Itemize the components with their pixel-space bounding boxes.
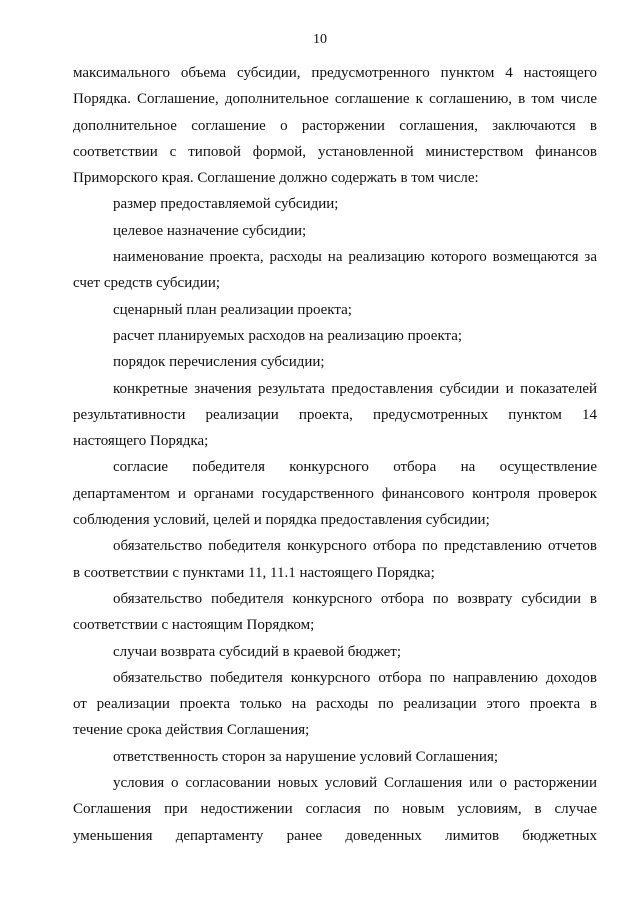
- text-line: счет средств субсидии;: [73, 275, 221, 292]
- text-line: результативности реализации проекта, предусмотренных пунктом 14: [73, 406, 597, 423]
- body-text: [73, 60, 597, 849]
- text-line: соблюдения условий, целей и порядка предоставления субсидии;: [73, 512, 490, 529]
- text-line: настоящего Порядка;: [73, 433, 209, 450]
- text-line: наименование проекта, расходы на реализацию которого возмещаются за: [113, 249, 597, 266]
- text-line: Приморского края. Соглашение должно содержать в том числе:: [73, 170, 479, 187]
- text-line: ответственность сторон за нарушение условий Соглашения;: [113, 748, 499, 765]
- text-line: целевое назначение субсидии;: [113, 222, 307, 239]
- text-line: максимального объема субсидии, предусмотренного пунктом 4 настоящего: [73, 65, 597, 81]
- text-line: соответствии с настоящим Порядком;: [73, 617, 315, 634]
- text-line: департаментом и органами государственного финансового контроля проверок: [73, 485, 597, 502]
- text-line: Порядка. Соглашение, дополнительное соглашение к соглашению, в том числе: [73, 91, 597, 108]
- text-line: обязательство победителя конкурсного отбора по представлению отчетов: [113, 538, 597, 555]
- text-line: Соглашения при недостижении согласия по новым условиям, в случае: [73, 801, 597, 818]
- text-line: в соответствии с пунктами 11, 11.1 настоящего Порядка;: [73, 564, 435, 581]
- text-line: конкретные значения результата предоставления субсидии и показателей: [113, 380, 597, 397]
- text-line: расчет планируемых расходов на реализацию проекта;: [113, 327, 463, 344]
- text-line: уменьшения департаменту ранее доведенных лимитов бюджетных: [73, 827, 597, 844]
- text-line: соответствии с типовой формой, установленной министерством финансов: [73, 143, 597, 160]
- text-line: согласие победителя конкурсного отбора на осуществление: [113, 459, 597, 476]
- text-line: сценарный план реализации проекта;: [113, 301, 352, 318]
- text-line: условия о согласовании новых условий Соглашения или о расторжении: [113, 775, 597, 792]
- text-line: обязательство победителя конкурсного отбора по направлению доходов: [113, 669, 597, 686]
- text-line: случаи возврата субсидий в краевой бюджет;: [113, 643, 401, 660]
- text-line: обязательство победителя конкурсного отбора по возврату субсидии в: [113, 590, 597, 607]
- text-line: от реализации проекта только на расходы по реализации этого проекта в: [73, 696, 597, 713]
- page-number: 10: [313, 32, 327, 47]
- text-line: размер предоставляемой субсидии;: [113, 196, 339, 213]
- text-line: дополнительное соглашение о расторжении соглашения, заключаются в: [73, 117, 597, 134]
- text-line: течение срока действия Соглашения;: [73, 722, 310, 739]
- text-line: порядок перечисления субсидии;: [113, 354, 325, 371]
